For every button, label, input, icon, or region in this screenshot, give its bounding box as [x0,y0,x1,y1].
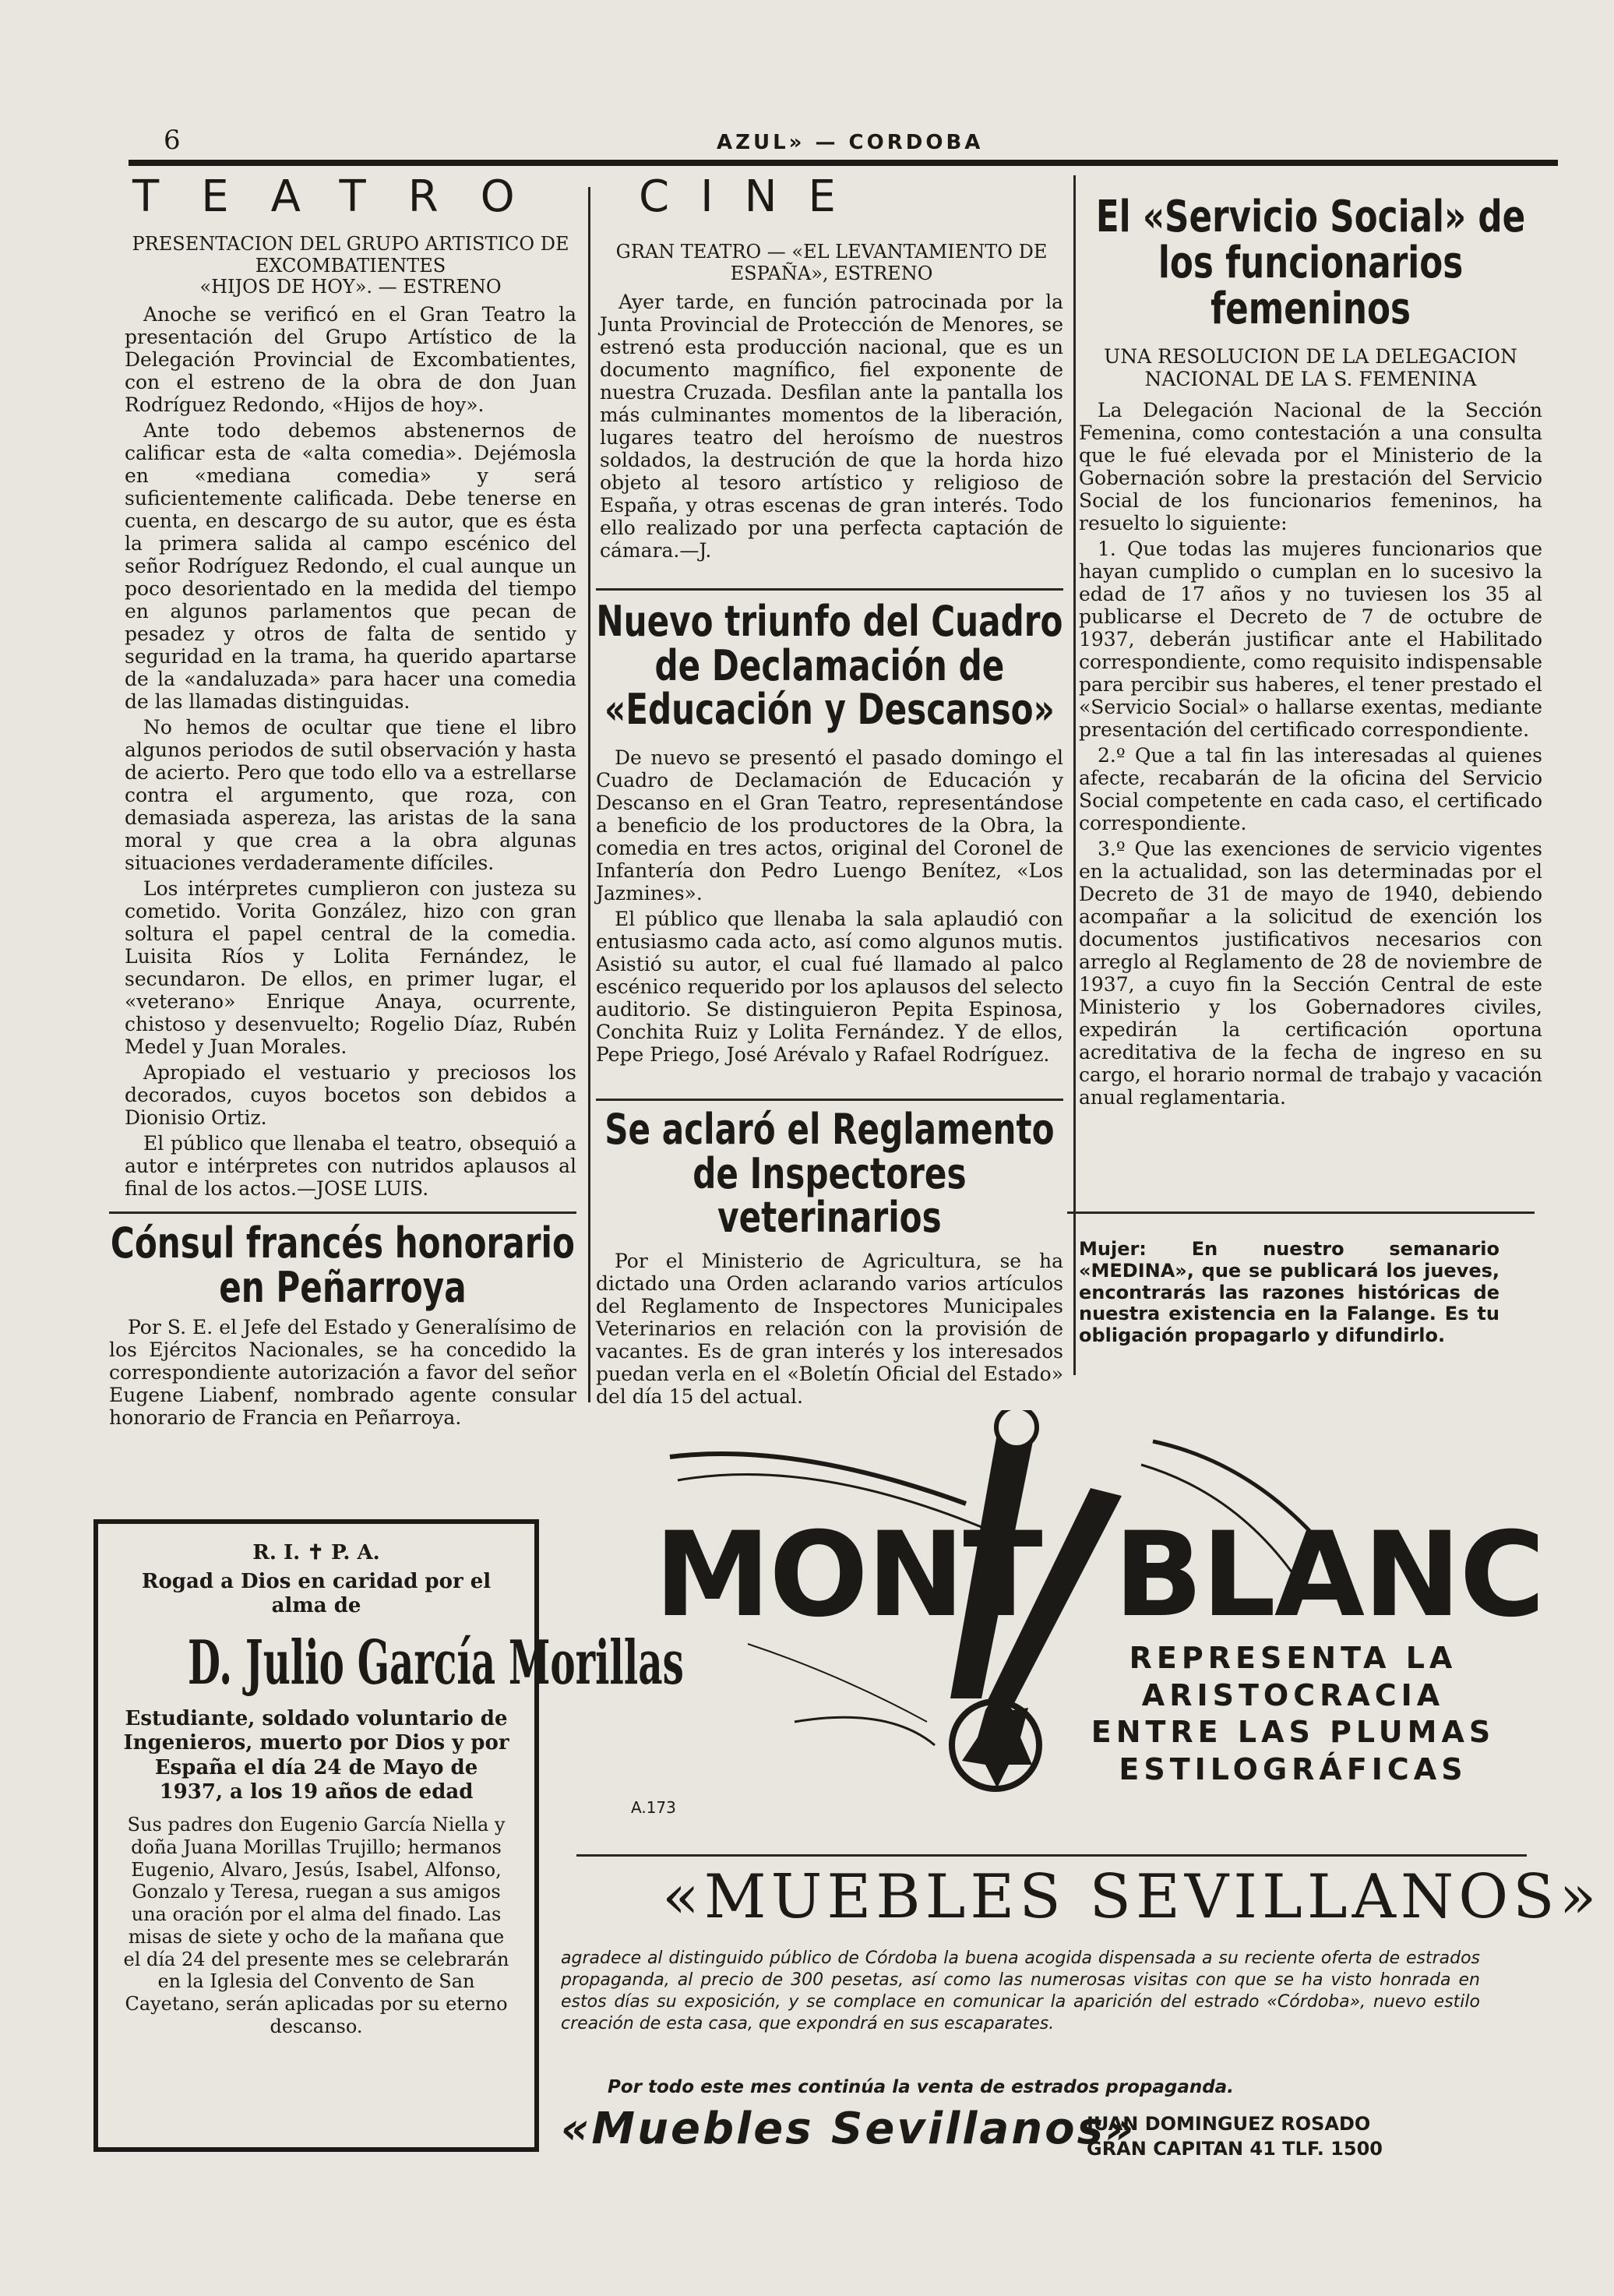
montblanc-ad [561,1410,1573,1831]
divider [1067,1211,1535,1214]
teatro-paragraph: Anoche se verificó en el Gran Teatro la presentación del Grupo Artístico de la Delegación Provincial de Excombatientes, con el estreno de la obra de don Juan Rodríguez Redondo, «Hijos de hoy». [125,302,576,416]
brand-blanc: BLANC [1114,1508,1544,1643]
divider [576,1854,1527,1857]
montblanc-tagline [1091,1640,1496,1788]
teatro-subhead: «HIJOS DE HOY». — ESTRENO [199,276,502,298]
teatro-paragraph: Apropiado el vestuario y preciosos los decorados, cuyos bocetos son debidos a Dionisio Ortiz. [125,1060,576,1129]
servicio-subhead: UNA RESOLUCION DE LA DELEGACION NACIONAL DE LA S. FEMENINA [1104,345,1517,391]
reglamento-headline: Se aclaró el Reglamento de Inspectores veterinarios [604,1105,1055,1243]
reglamento-paragraph: Por el Ministerio de Agricultura, se ha dictado una Orden aclarando varios artículos del Reglamento de Inspectores Municipales Veterinarios en relación con la provisión de vacantes. Es de gran interés y los interesados puedan verla en el «Boletín Oficial del Estado» del día 15 del actual. [596,1250,1063,1409]
consul-headline: Cónsul francés honorario en Peñarroya [110,1219,575,1312]
pen-cap-star [996,1410,1037,1448]
teatro-paragraph: No hemos de ocultar que tiene el libro algunos periodos de sutil observación y hasta de acierto. Pero que todo ello va a estrellarse contra el argumento, que roza, con demasiada aspereza, las aristas de la sana moral y que crea a la obra algunas situaciones verdaderamente difíciles. [125,715,576,874]
header-rule [129,160,1558,166]
tagline-line: ENTRE LAS PLUMAS [1091,1715,1496,1749]
swash-line [670,1454,966,1504]
tagline-line: REPRESENTA LA [1129,1641,1457,1675]
obituary-intro: Rogad a Dios en caridad por el alma de [141,1570,492,1618]
servicio-headline: El «Servicio Social» de los funcionarios femeninos [1095,192,1526,334]
swash-line [748,1644,927,1722]
teatro-paragraph: Los intérpretes cumplieron con justeza su cometido. Vorita González, hizo con gran soltura el papel central de la comedia. Luisita Ríos y Lolita Fernández, le secundaron. De ellos, en primer lugar, el «veterano» Enrique Anaya, ocurrente, chistoso y desenvuelto; Rogelio Díaz, Rubén Medel y Juan Morales. [125,876,576,1058]
column-rule-2 [1073,175,1076,1375]
triunfo-paragraph: El público que llenaba la sala aplaudió con entusiasmo cada acto, así como algunos mutis. Asistió su autor, el cual fué llamado al palco escénico requerido por los aplausos del selecto auditorio. Se distinguieron Pepita Espinosa, Conchita Ruiz y Lolita Fernández. Y de ellos, Pepe Priego, José Arévalo y Rafael Rodríguez. [596,908,1063,1067]
servicio-paragraph: 3.º Que las exenciones de servicio vigentes en la actualidad, son las determinadas por el Decreto de 31 de mayo de 1940, debiendo acompañar a la solicitud de exención los documentos justificativos necesarios con arreglo al Reglamento de 28 de noviembre de 1937, a cuyo fin la Sección Central de este Ministerio y los Gobernadores civiles, expedirán la certificación oportuna acreditativa de la fecha de ingreso en su cargo, el horario normal de trabajo y vacación anual reglamentaria. [1079,837,1542,1109]
consul-paragraph: Por S. E. el Jefe del Estado y Generalísimo de los Ejércitos Nacionales, se ha concedido la correspondiente autorización a favor del señor Eugene Liabenf, nombrado agente consular honorario de Francia en Peñarroya. [109,1316,576,1430]
triunfo-article [596,597,1063,1069]
brand-mont: MONT [654,1508,1041,1643]
servicio-paragraph: La Delegación Nacional de la Sección Femenina, como contestación a una consulta que le fué elevada por el Ministerio de la Gobernación sobre la prestación del Servicio Social de los funcionarios femeninos, ha resuelto lo siguiente: [1079,398,1542,534]
obituary-detail: Estudiante, soldado voluntario de Ingenieros, muerto por Dios y por España el día 24 de Mayo de 1937, a los 19 años de edad [123,1707,509,1804]
muebles-footer-name: «Muebles Sevillanos» [561,2104,1136,2154]
servicio-article [1079,192,1542,1112]
muebles-body: agradece al distinguido público de Córdoba la buena acogida dispensada a su reciente oferta de estrados propaganda, al precio de 300 pesetas, así como las numerosas visitas con que se ha visto honrada en estos días su exposición, y se complace en comunicar la aparición del estrado «Córdoba», nuevo estilo creación de esta casa, que expondrá en sus escaparates. [561,1949,1480,2034]
teatro-paragraph: Ante todo debemos abstenernos de calificar esta de «alta comedia». Dejémosla en «mediana comedia» y será suficientemente calificada. Debe tenerse en cuenta, en descargo de su autor, que es ésta la primera salida al campo escénico del señor Rodríguez Redondo, el cual aunque un poco desorientado en la medida del tiempo en algunos parlamentos que pecan de pesadez y otros de falta de sentido y seguridad en la trama, ha querido apartarse de la «andaluzada» para hacer una comedia de las llamadas distinguidas. [125,418,576,713]
obituary-top: R. I. ✝ P. A. [252,1541,380,1564]
section-cine: CINE [639,171,867,222]
tagline-line: ARISTOCRACIA [1141,1677,1445,1712]
triunfo-headline: Nuevo triunfo del Cuadro de Declamación de «Educación y Descanso» [596,597,1063,735]
teatro-paragraph: El público que llenaba el teatro, obsequió a autor e intérpretes con nutridos aplausos al final de los actos.—JOSE LUIS. [125,1131,576,1200]
muebles-owner: JUAN DOMINGUEZ ROSADO [1087,2113,1371,2135]
cine-headline: GRAN TEATRO — «EL LEVANTAMIENTO DE ESPAÑA», ESTRENO [615,241,1048,284]
triunfo-paragraph: De nuevo se presentó el pasado domingo el Cuadro de Declamación de Educación y Descanso en el Gran Teatro, representándose a beneficio de los productores de la Obra, la comedia en tres actos, original del Coronel de Infantería don Pedro Luengo Benítez, «Los Jazmines». [596,746,1063,905]
consul-article [109,1219,576,1432]
mujer-notice [1079,1239,1499,1350]
page-number: 6 [164,125,181,156]
cine-article [600,242,1063,565]
servicio-paragraph: 1. Que todas las mujeres funcionarios que hayan cumplido o cumplan en lo sucesivo la edad de 17 años y no tuviesen los 35 al publicarse el Decreto de 7 de octubre de 1937, deberán justificar ante el Habilitado correspondiente, como requisito indispensable para percibir sus haberes, el tener prestado el «Servicio Social» o hallarse exentas, mediante presentación del certificado correspondiente. [1079,537,1542,741]
divider [596,588,1063,591]
muebles-title: «MUEBLES SEVILLANOS» [662,1862,1602,1932]
tagline-line: ESTILOGRÁFICAS [1119,1751,1468,1786]
divider [596,1099,1063,1101]
column-rule-1 [588,187,590,1402]
ad-code: A.173 [631,1798,676,1817]
teatro-article [125,234,576,1203]
swash-line [795,1717,935,1745]
obituary-name: D. Julio García Morillas [188,1627,684,1698]
reglamento-article [596,1105,1063,1411]
divider [109,1211,576,1214]
muebles-address: GRAN CAPITAN 41 TLF. 1500 [1087,2138,1383,2160]
masthead: AZUL» — CORDOBA [717,131,984,154]
cine-paragraph: Ayer tarde, en función patrocinada por la Junta Provincial de Protección de Menores, se estrenó esta producción nacional, que es un documento magnífico, fiel exponente de nuestra Cruzada. Desfilan ante la pantalla los más culminantes momentos de la liberación, lugares teatro del heroísmo de nuestros soldados, la destrución de que la horda hizo objeto al tesoro artístico y religioso de España, y otras escenas de gran interés. Todo ello realizado por una perfecta captación de cámara.—J. [600,291,1063,563]
section-teatro: TEATRO [132,171,557,222]
muebles-note: Por todo este mes continúa la venta de estrados propaganda. [608,2077,1234,2097]
mujer-text: Mujer: En nuestro semanario «MEDINA», que se publicará los jueves, encontrarás las razones históricas de nuestra existencia en la Falange. Es tu obligación propagarlo y difundirlo. [1079,1238,1499,1347]
servicio-paragraph: 2.º Que a tal fin las interesadas al quienes afecte, recabarán de la oficina del Servicio Social competente en cada caso, el certificado correspondiente. [1079,743,1542,834]
obituary-body: Sus padres don Eugenio García Niella y doña Juana Morillas Trujillo; hermanos Eugenio, Alvaro, Jesús, Isabel, Alfonso, Gonzalo y Teresa, ruegan a sus amigos una oración por el alma del finado. Las misas de siete y ocho de la mañana que el día 24 del presente mes se celebrarán en la Iglesia del Convento de San Cayetano, serán aplicadas por su eterno descanso. [123,1813,509,2038]
teatro-headline: PRESENTACION DEL GRUPO ARTISTICO DE EXCOMBATIENTES [132,233,569,277]
